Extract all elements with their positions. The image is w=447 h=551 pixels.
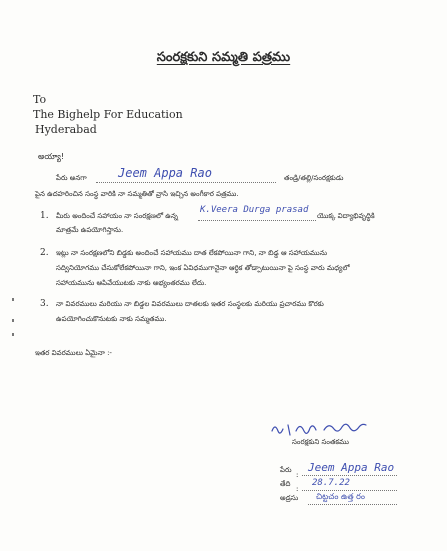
margin-mark (12, 333, 14, 336)
item-2-line3: సహాయమును ఆపివేయుటకు నాకు అభ్యంతరము లేదు. (56, 279, 207, 287)
other-details-label: ఇతర వివరములు ఏమైనా :- (35, 349, 112, 357)
address-handwritten: చిట్టచం ఉత్త రం (316, 492, 365, 501)
date-colon: : (296, 485, 299, 493)
item-3-line2: ఉపయోగించుకొనుటకు నాకు సమ్మతము. (56, 315, 167, 323)
signature-label: సంరక్షకుని సంతకము (292, 438, 349, 446)
item-3-line1: నా వివరములు మరియు నా బిడ్డల వివరములు దాతలకు ఇతర సంస్థలకు మరియు ప్రచారము కొరకు (56, 300, 324, 308)
name-handwritten: Jeem Appa Rao (308, 461, 395, 474)
address-underline (308, 504, 397, 505)
name-underline (302, 475, 397, 476)
guardian-name-handwritten: Jeem Appa Rao (118, 166, 212, 180)
item-2-line1: ఇట్లు నా సంరక్షణలోని బిడ్డకు అందించే సహాయము దాత లేకపోయినా గాని, నా బిడ్డ ఆ సహాయమును (56, 249, 328, 257)
salutation: అయ్యా! (38, 152, 65, 161)
item-1-line1-pre: మీరు అందించే సహాయం నా సంరక్షణలో ఉన్న (56, 212, 178, 220)
intro-suffix: తండ్రి/తల్లి/సంరక్షకుడు (284, 174, 344, 182)
date-label: తేది (280, 480, 291, 488)
address-label: అడ్రసు (280, 494, 299, 502)
item-2-number: 2. (40, 248, 49, 258)
intro-line2: పైన ఉదహరించిన సంస్థ వారికి నా సమ్మతితో వ్రాసి ఇచ్చిన అంగీకార పత్రము. (35, 190, 239, 198)
item-2-line2: సద్వినియోగము చేసుకోలేకపోయినా గాని, ఇంక ఏవిధముగానైనా ఆర్ధిక తోడ్పాటుయినా పై సంస్థ వారు మధ్యలో (56, 264, 350, 272)
address-block (33, 92, 183, 137)
date-underline (302, 490, 397, 491)
name-colon: : (296, 471, 299, 479)
address-org: The Bighelp For Education (33, 108, 183, 121)
student-name-handwritten: K.Veera Durga prasad (200, 205, 309, 215)
student-name-underline (198, 220, 316, 221)
margin-mark (12, 319, 14, 322)
item-3-number: 3. (40, 299, 49, 309)
address-to: To (33, 93, 47, 106)
address-city: Hyderabad (35, 123, 97, 136)
margin-mark (12, 298, 14, 301)
item-1-line2: మాత్రమే ఉపయోగిస్తాను. (56, 226, 124, 234)
page-title: సంరక్షకుని సమ్మతి పత్రము (156, 50, 291, 65)
intro-prefix: పేరు అనగా (56, 174, 87, 182)
name-label: పేరు (280, 466, 292, 474)
guardian-signature (268, 419, 378, 439)
item-1-line1-post: యొక్క విద్యాభివృద్ధికి (317, 212, 375, 220)
date-handwritten: 28.7.22 (312, 478, 350, 488)
item-1-number: 1. (40, 211, 49, 221)
guardian-name-underline (96, 182, 276, 183)
